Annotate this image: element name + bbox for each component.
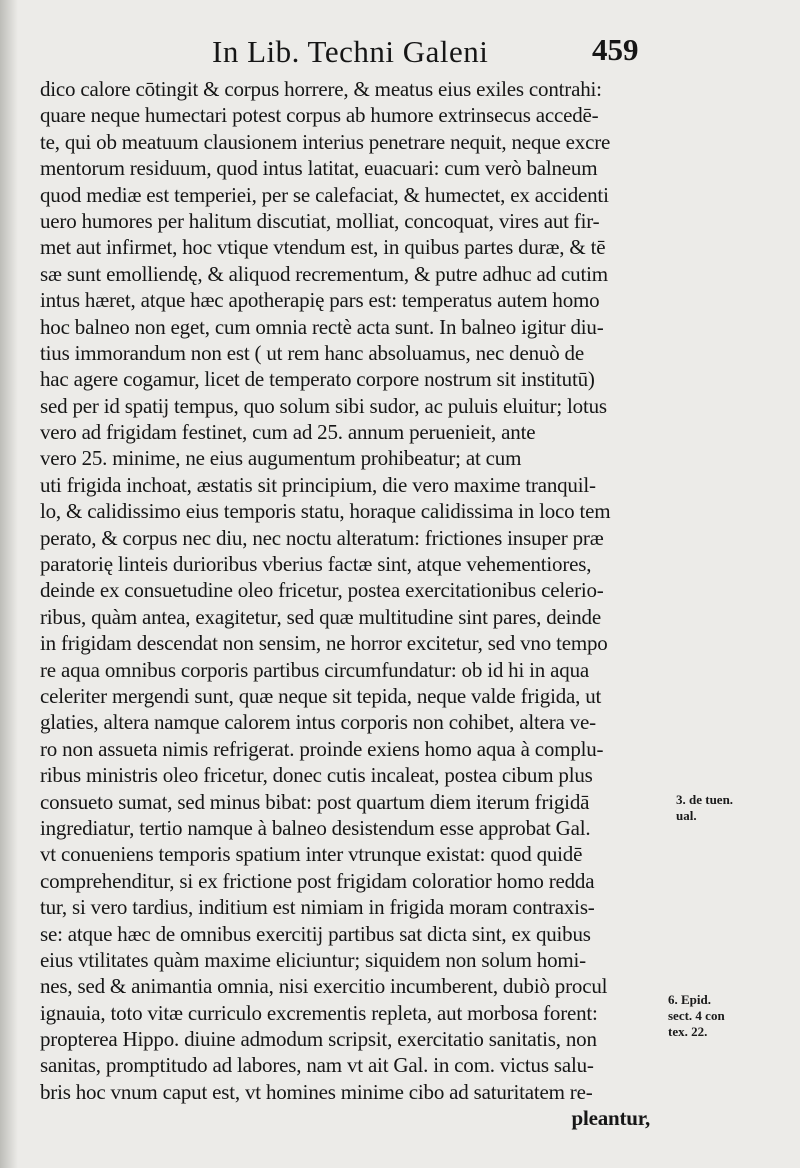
text-line: ribus, quàm antea, exagitetur, sed quæ multitudine sint pares, deinde xyxy=(40,604,601,629)
page-header xyxy=(212,34,662,74)
text-line: dico calore cōtingit & corpus horrere, & meatus eius exiles contrahi: xyxy=(40,77,602,101)
text-line: consueto sumat, sed minus bibat: post quartum diem iterum frigidā xyxy=(40,789,590,814)
text-line: uti frigida inchoat, æstatis sit principium, die vero maxime tranquil- xyxy=(40,472,596,497)
text-line: ribus ministris oleo fricetur, donec cutis incaleat, postea cibum plus xyxy=(40,763,593,788)
text-line: vero ad frigidam festinet, cum ad 25. annum peruenieit, ante xyxy=(40,420,536,445)
text-line: quod mediæ est temperiei, per se calefaciat, & humectet, ex accidenti xyxy=(40,182,609,207)
text-line: sed per id spatij tempus, quo solum sibi sudor, ac puluis eluitur; lotus xyxy=(40,393,607,418)
text-line: hoc balneo non eget, cum omnia rectè acta sunt. In balneo igitur diu- xyxy=(40,314,604,339)
gutter-shadow xyxy=(0,0,18,1168)
margin-note-de-tuenda xyxy=(676,792,786,824)
text-line: re aqua omnibus corporis partibus circumfundatur: ob id hi in aqua xyxy=(40,657,589,682)
text-line: glaties, altera namque calorem intus corporis non cohibet, altera ve- xyxy=(40,710,596,735)
text-line: vero 25. minime, ne eius augumentum prohibeatur; at cum xyxy=(40,446,522,471)
text-line: bris hoc vnum caput est, vt homines minime cibo ad saturitatem re- xyxy=(40,1079,593,1104)
text-line: intus hæret, atque hæc apotherapię pars est: temperatus autem homo xyxy=(40,288,600,313)
text-line: ignauia, toto vitæ curriculo excrementis repleta, aut morbosa forent: xyxy=(40,1000,598,1025)
text-line: mentorum residuum, quod intus latitat, euacuari: cum verò balneum xyxy=(40,156,598,181)
text-line: ingrediatur, tertio namque à balneo desistendum esse approbat Gal. xyxy=(40,815,591,840)
text-line: quare neque humectari potest corpus ab humore extrinsecus accedē- xyxy=(40,103,599,128)
margin-note-line: sect. 4 con xyxy=(668,1008,725,1023)
text-line: ro non assueta nimis refrigerat. proinde exiens homo aqua à complu- xyxy=(40,736,604,761)
running-head: In Lib. Techni Galeni xyxy=(212,34,489,69)
text-line: comprehenditur, si ex frictione post frigidam coloratior homo redda xyxy=(40,868,595,893)
body-text xyxy=(40,76,656,1132)
text-line: celeriter mergendi sunt, quæ neque sit tepida, neque valde frigida, ut xyxy=(40,683,602,708)
text-line: sæ sunt emolliendę, & aliquod recrementum, & putre adhuc ad cutim xyxy=(40,261,608,286)
text-line: nes, sed & animantia omnia, nisi exercitio incumberent, dubiò procul xyxy=(40,974,608,999)
margin-note-line: 3. de tuen. xyxy=(676,792,734,807)
text-line: eius vtilitates quàm maxime eliciuntur; siquidem non solum homi- xyxy=(40,947,586,972)
margin-note-line: ual. xyxy=(676,808,697,823)
text-line: perato, & corpus nec diu, nec noctu alteratum: frictiones insuper præ xyxy=(40,525,604,550)
margin-note-epidemics xyxy=(668,992,788,1040)
text-line: tius immorandum non est ( ut rem hanc absoluamus, nec denuò de xyxy=(40,340,584,365)
text-line: te, qui ob meatuum clausionem interius penetrare nequit, neque excre xyxy=(40,129,611,154)
text-line: sanitas, promptitudo ad labores, nam vt ait Gal. in com. victus salu- xyxy=(40,1053,594,1078)
show-through-text xyxy=(724,58,794,98)
text-line: in frigidam descendat non sensim, ne horror excitetur, sed vno tempo xyxy=(40,631,608,656)
text-line: uero humores per halitum discutiat, molliat, concoquat, vires aut fir- xyxy=(40,208,600,233)
text-line: vt conueniens temporis spatium inter vtrunque existat: quod quidē xyxy=(40,842,583,867)
margin-note-line: 6. Epid. xyxy=(668,992,711,1007)
text-line: deinde ex consuetudine oleo fricetur, postea exercitationibus celerio- xyxy=(40,578,604,603)
catchword: pleantur, xyxy=(571,1106,650,1131)
margin-note-line: tex. 22. xyxy=(668,1024,708,1039)
text-line: se: atque hæc de omnibus exercitij partibus sat dicta sint, ex quibus xyxy=(40,921,591,946)
text-line: propterea Hippo. diuine admodum scripsit, exercitatio sanitatis, non xyxy=(40,1027,597,1052)
text-line: paratorię linteis durioribus vberius factæ sint, atque vehementiores, xyxy=(40,552,592,577)
text-line: tur, si vero tardius, inditium est nimiam in frigida moram contraxis- xyxy=(40,895,595,920)
text-line: hac agere cogamur, licet de temperato corpore nostrum sit institutū) xyxy=(40,367,595,392)
page-number: 459 xyxy=(592,32,639,67)
text-line: met aut infirmet, hoc vtique vtendum est, in quibus partes duræ, & tē xyxy=(40,235,606,260)
text-line: lo, & calidissimo eius temporis statu, horaque calidissima in loco tem xyxy=(40,499,611,524)
